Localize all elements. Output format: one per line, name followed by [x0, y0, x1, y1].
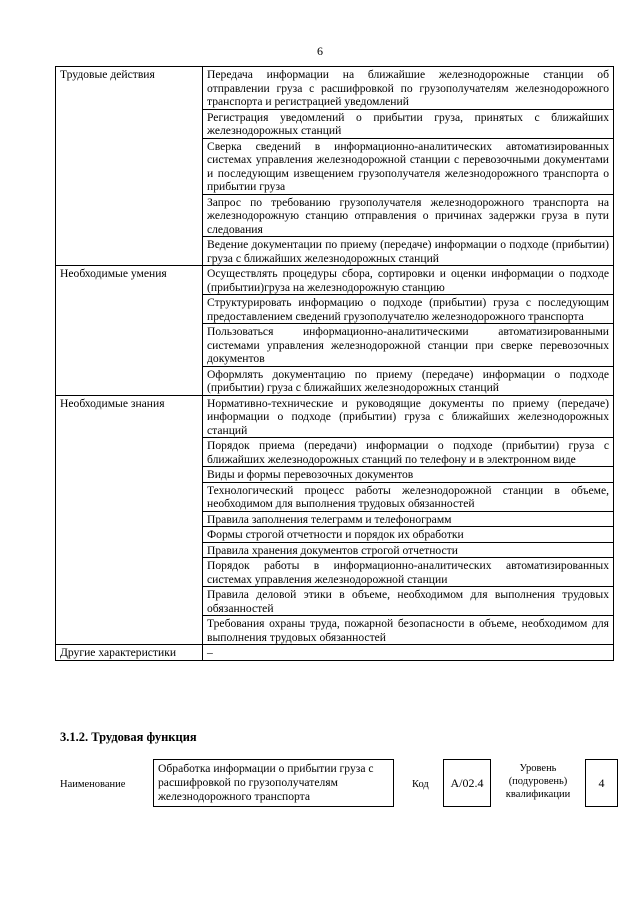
code-label: Код [412, 779, 429, 790]
table-cell: Регистрация уведомлений о прибытии груза, принятых с ближайших железнодорожных станций [203, 109, 614, 138]
table-cell: Структурировать информацию о подходе (прибытии) груза с последующим предоставлением сведений грузополучателю железнодорожного транспорта [203, 295, 614, 324]
table-row [56, 395, 614, 438]
table-cell: Нормативно-технические и руководящие документы по приему (передаче) информации о подходе (прибытии) груза с ближайших железнодорожных станций [203, 395, 614, 438]
function-name-box: Обработка информации о прибытии груза с расшифровкой по грузополучателям железнодорожного транспорта [153, 759, 394, 807]
row-label-required-knowledge: Необходимые знания [56, 395, 203, 645]
functions-table [55, 66, 614, 661]
code-box: А/02.4 [443, 759, 491, 807]
table-cell: Осуществлять процедуры сбора, сортировки и оценки информации о подходе (прибытии)груза на железнодорожную станцию [203, 266, 614, 295]
table-cell: Пользоваться информационно-аналитическими автоматизированными системами управления железнодорожной станции при сверке перевозочных документов [203, 324, 614, 367]
row-label-labor-actions: Трудовые действия [56, 67, 203, 266]
table-cell: Требования охраны труда, пожарной безопасности в объеме, необходимом для выполнения трудовых обязанностей [203, 616, 614, 645]
table-cell: Формы строгой отчетности и порядок их обработки [203, 527, 614, 543]
table-cell: Сверка сведений в информационно-аналитических автоматизированных системах управления железнодорожной станции с перевозочными документами и последующим извещением грузополучателя железнодорожного транспорта о прибытии груза [203, 138, 614, 194]
table-cell: Виды и формы перевозочных документов [203, 467, 614, 483]
table-cell: – [203, 645, 614, 661]
table-cell: Правила деловой этики в объеме, необходимом для выполнения трудовых обязанностей [203, 587, 614, 616]
row-label-other-characteristics: Другие характеристики [56, 645, 203, 661]
table-row [56, 645, 614, 661]
qualification-level-label: Уровень (подуровень) квалификации [505, 763, 571, 800]
labor-function-header [60, 759, 620, 809]
table-cell: Правила заполнения телеграмм и телефонограмм [203, 511, 614, 527]
table-cell: Ведение документации по приему (передаче) информации о подходе (прибытии) груза с ближайших железнодорожных станций [203, 237, 614, 266]
table-row [56, 67, 614, 110]
table-cell: Порядок работы в информационно-аналитических автоматизированных системах управления железнодорожной станции [203, 558, 614, 587]
page-number: 6 [317, 44, 323, 58]
table-cell: Передача информации на ближайшие железнодорожные станции об отправлении груза с расшифровкой по грузополучателям железнодорожного транспорта и регистрацией уведомлений [203, 67, 614, 110]
table-cell: Запрос по требованию грузополучателя железнодорожного транспорта на железнодорожную станцию отправления о причинах задержки груза в пути следования [203, 194, 614, 237]
name-label: Наименование [60, 779, 126, 790]
table-row [56, 266, 614, 295]
qualification-level-box: 4 [585, 759, 618, 807]
section-heading: 3.1.2. Трудовая функция [60, 730, 197, 744]
table-cell: Оформлять документацию по приему (передаче) информации о подходе (прибытии) груза с ближайших железнодорожных станций [203, 366, 614, 395]
table-cell: Технологический процесс работы железнодорожной станции в объеме, необходимом для выполнения трудовых обязанностей [203, 482, 614, 511]
row-label-required-skills: Необходимые умения [56, 266, 203, 396]
table-cell: Порядок приема (передачи) информации о подходе (прибытии) груза с ближайших железнодорожных станций по телефону и в электронном виде [203, 438, 614, 467]
table-cell: Правила хранения документов строгой отчетности [203, 542, 614, 558]
